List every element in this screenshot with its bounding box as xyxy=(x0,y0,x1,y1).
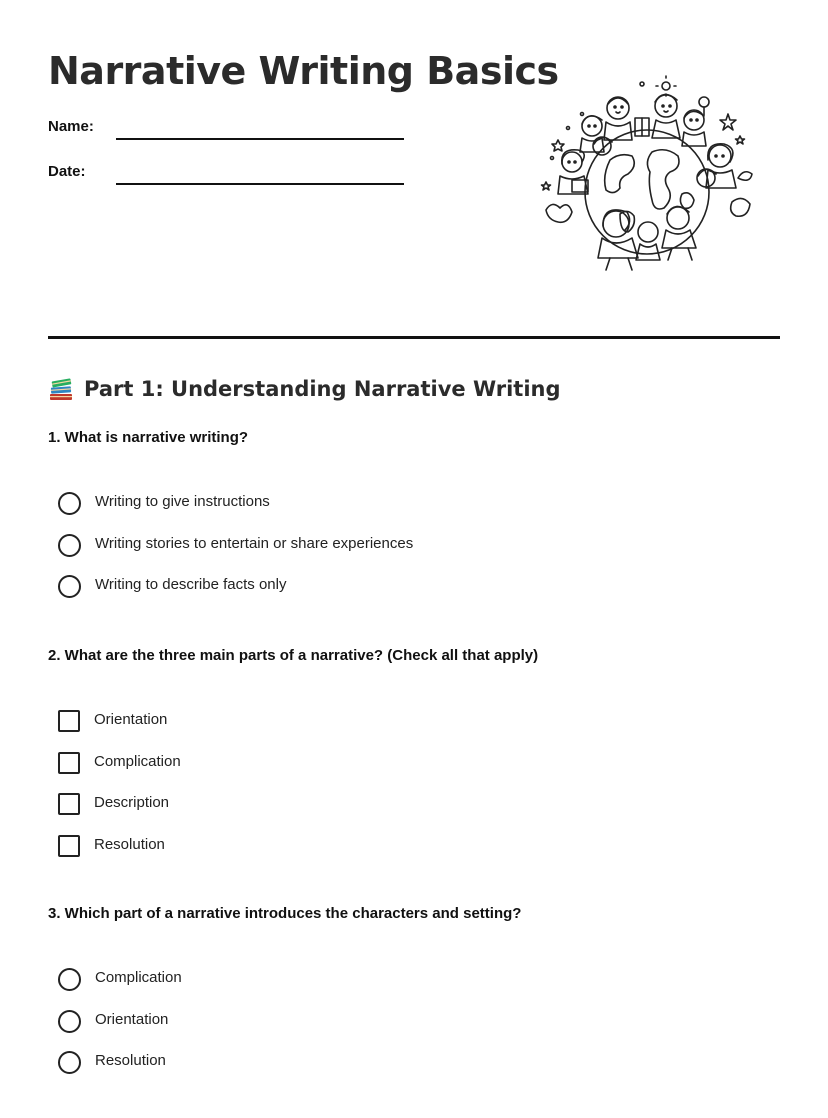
radio-button[interactable] xyxy=(58,968,81,991)
part1-title: Part 1: Understanding Narrative Writing xyxy=(84,377,561,401)
date-field xyxy=(48,163,408,189)
header-divider xyxy=(48,336,780,339)
radio-button[interactable] xyxy=(58,1051,81,1074)
question-1-option[interactable] xyxy=(58,490,413,532)
checkbox[interactable] xyxy=(58,752,80,774)
option-label: Description xyxy=(94,794,170,811)
question-2-options xyxy=(58,708,181,874)
question-2: 2. What are the three main parts of a narrative? (Check all that apply) xyxy=(48,647,539,664)
radio-button[interactable] xyxy=(58,575,81,598)
question-3-option[interactable] xyxy=(58,966,182,1008)
name-input-line[interactable] xyxy=(116,138,404,140)
question-2-option[interactable] xyxy=(58,791,181,833)
checkbox[interactable] xyxy=(58,835,80,857)
worksheet-header xyxy=(48,0,780,320)
checkbox[interactable] xyxy=(58,793,80,815)
question-2-option[interactable] xyxy=(58,833,181,875)
option-label: Writing to give instructions xyxy=(95,493,270,510)
date-label: Date: xyxy=(48,163,86,180)
name-label: Name: xyxy=(48,118,94,135)
part1-heading xyxy=(48,372,561,406)
option-label: Orientation xyxy=(95,1010,169,1028)
option-label: Resolution xyxy=(95,1052,166,1069)
question-3: 3. Which part of a narrative introduces the characters and setting? xyxy=(48,905,522,922)
question-3-option[interactable] xyxy=(58,1008,182,1050)
option-label: Orientation xyxy=(94,711,168,728)
question-1-options xyxy=(58,490,413,615)
books-icon xyxy=(48,376,74,402)
checkbox[interactable] xyxy=(58,710,80,732)
option-label: Resolution xyxy=(94,835,165,853)
radio-button[interactable] xyxy=(58,492,81,515)
option-label: Writing stories to entertain or share experiences xyxy=(95,534,414,552)
date-input-line[interactable] xyxy=(116,183,404,185)
worksheet-page xyxy=(48,0,780,1118)
page-title: Narrative Writing Basics xyxy=(48,49,559,93)
radio-button[interactable] xyxy=(58,534,81,557)
option-label: Writing to describe facts only xyxy=(95,576,287,593)
question-2-option[interactable] xyxy=(58,750,181,792)
question-2-option[interactable] xyxy=(58,708,181,750)
option-label: Complication xyxy=(94,752,181,770)
question-1-option[interactable] xyxy=(58,573,413,615)
option-label: Complication xyxy=(95,969,182,986)
children-around-globe-illustration xyxy=(532,74,762,278)
name-field xyxy=(48,118,408,144)
question-1-option[interactable] xyxy=(58,532,413,574)
question-3-option[interactable] xyxy=(58,1049,182,1091)
radio-button[interactable] xyxy=(58,1010,81,1033)
question-1: 1. What is narrative writing? xyxy=(48,429,249,446)
question-3-options xyxy=(58,966,182,1091)
